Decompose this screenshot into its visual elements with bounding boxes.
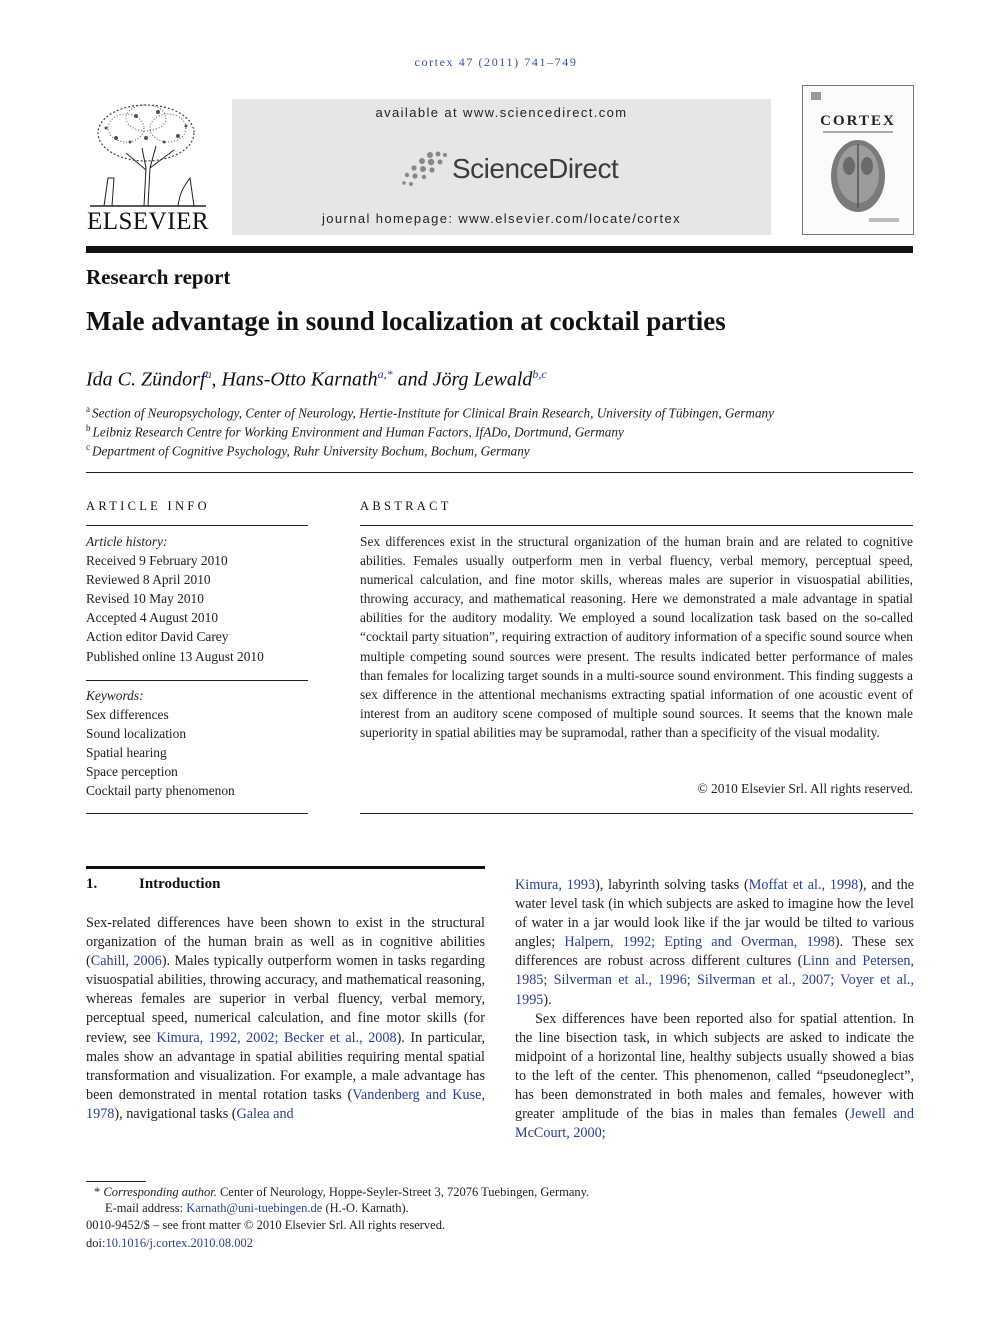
- keywords: [86, 686, 308, 801]
- citation-link[interactable]: Kimura, 1993: [515, 877, 596, 893]
- footnote-rule: [86, 1181, 146, 1182]
- abstract-copyright: © 2010 Elsevier Srl. All rights reserved.: [697, 781, 913, 796]
- sciencedirect-name[interactable]: ScienceDirect: [452, 153, 619, 184]
- affiliation-rule: [86, 472, 913, 473]
- text-run: ), navigational tasks (: [114, 1105, 237, 1122]
- doi-label: doi:: [86, 1236, 106, 1250]
- citation-link[interactable]: Moffat et al., 1998: [748, 877, 859, 893]
- affiliation-text: Section of Neuropsychology, Center of Neurology, Hertie-Institute for Clinical Brain Research, University of Tübingen, Germany: [92, 405, 774, 421]
- footnote-text: Center of Neurology, Hoppe-Seyler-Street 3, 72076 Tuebingen, Germany.: [216, 1185, 590, 1199]
- section-number: 1.: [86, 876, 98, 892]
- journal-homepage[interactable]: journal homepage: www.elsevier.com/locate/cortex: [321, 211, 682, 226]
- affiliation: [86, 442, 530, 459]
- citation-link[interactable]: Kimura, 1992, 2002; Becker et al., 2008: [156, 1029, 397, 1046]
- text-run: ), labyrinth solving tasks (: [595, 877, 749, 893]
- corresponding-author-note: [94, 1185, 589, 1200]
- history-item: Reviewed 8 April 2010: [86, 572, 211, 588]
- text-run: ). In particular, males show an advantage in spatial abilities requiring mental spatial transformation and visualization. For example, a male advantage has been demonstrated in mental rotation tasks (: [86, 1029, 485, 1103]
- email-link[interactable]: Karnath@uni-tuebingen.de: [186, 1201, 323, 1215]
- front-matter: 0010-9452/$ – see front matter © 2010 Elsevier Srl. All rights reserved.: [86, 1218, 446, 1232]
- email-tail: (H.-O. Karnath).: [322, 1201, 409, 1215]
- keyword-item: Space perception: [86, 764, 178, 780]
- journal-cover[interactable]: [802, 85, 914, 235]
- affiliation-text: Department of Cognitive Psychology, Ruhr University Bochum, Bochum, Germany: [92, 443, 530, 459]
- affiliation: [86, 404, 774, 421]
- citation-link[interactable]: Galea and: [236, 1105, 294, 1122]
- email-label: E-mail address:: [105, 1201, 187, 1215]
- text-run: ), and the water level task (in which subjects are asked to imagine how the level of water in a jar would look like if the jar would be tilted to various angles;: [515, 877, 915, 951]
- divider: [86, 813, 308, 814]
- keyword-item: Sex differences: [86, 707, 169, 723]
- text-run: Sex-related differences have been shown to exist in the structural organization of the human brain as well as in cognitive abilities (: [86, 915, 485, 970]
- history-item: Accepted 4 August 2010: [86, 610, 219, 626]
- article-type: Research report: [86, 265, 231, 289]
- paragraph: [515, 1010, 914, 1144]
- divider: [86, 525, 308, 526]
- masthead-rule: [86, 246, 913, 253]
- author-separator: ,: [211, 368, 222, 391]
- keyword-item: Spatial hearing: [86, 745, 167, 761]
- cover-title: CORTEX: [820, 113, 896, 129]
- divider: [360, 813, 913, 814]
- affiliation-key: a: [86, 404, 90, 414]
- section-title: Introduction: [139, 876, 221, 892]
- article-title: Male advantage in sound localization at cocktail parties: [86, 306, 726, 336]
- author-name: Ida C. Zündorf: [86, 368, 206, 391]
- text-run: ). These sex differences are robust across different cultures (: [515, 934, 914, 970]
- author-affil-mark[interactable]: a,*: [377, 367, 393, 381]
- history-item: Revised 10 May 2010: [86, 591, 204, 607]
- author-name: Hans-Otto Karnath: [221, 368, 378, 391]
- running-head: cortex 47 (2011) 741–749: [414, 55, 578, 69]
- keyword-item: Cocktail party phenomenon: [86, 783, 235, 799]
- history-label: Article history:: [86, 534, 168, 549]
- history-item: Published online 13 August 2010: [86, 648, 264, 664]
- email-note: [105, 1201, 409, 1216]
- author-name: Jörg Lewald: [432, 368, 533, 391]
- history-item: Received 9 February 2010: [86, 553, 228, 569]
- affiliation-key: b: [86, 423, 91, 433]
- text-run: ). Males typically outperform women in tasks regarding visuospatial abilities, throwing accuracy, and mathematical reasoning, whereas females are superior in verbal fluency, verbal memory, perceptual speed, numerical calculation, and fine motor skills (for review, see: [86, 953, 485, 1046]
- author-affil-mark[interactable]: a: [205, 367, 212, 381]
- brain-image-icon: [803, 86, 913, 234]
- section-heading: [86, 876, 220, 893]
- article-history: [86, 532, 308, 666]
- citation-link[interactable]: Jewell and McCourt, 2000;: [515, 1106, 914, 1142]
- text-run: Sex differences have been reported also for spatial attention. In the line bisection task, in which subjects are asked to indicate the midpoint of a horizontal line, healthy subjects usually showed a bias to the left of the center. This phenomenon, called “pseudoneglect”, has been demonstrated in both males and females, however with greater amplitude of the bias in males than females (: [515, 1010, 914, 1123]
- citation-link[interactable]: Halpern, 1992; Epting and Overman, 1998: [564, 934, 835, 951]
- footnote-label: Corresponding author.: [103, 1185, 217, 1199]
- body-column-right: [515, 876, 914, 1143]
- history-item: Action editor David Carey: [86, 629, 229, 645]
- doi-line: [86, 1236, 253, 1251]
- citation-link[interactable]: Cahill, 2006: [90, 953, 162, 970]
- article-info-heading: ARTICLE INFO: [86, 499, 210, 513]
- author-list: [86, 367, 547, 392]
- citation-link[interactable]: Linn and Petersen, 1985; Silverman et al., 1996; Silverman et al., 2007; Voyer et al., 1995: [515, 953, 915, 1008]
- author-separator: and: [392, 368, 433, 391]
- doi-link[interactable]: 10.1016/j.cortex.2010.08.002: [105, 1236, 254, 1250]
- sciencedirect-banner: [232, 99, 771, 235]
- divider: [360, 525, 913, 526]
- divider: [86, 680, 308, 681]
- affiliation-text: Leibniz Research Centre for Working Environment and Human Factors, IfADo, Dortmund, Germany: [92, 424, 624, 440]
- body-column-left: [86, 914, 485, 1124]
- publisher-name: ELSEVIER: [86, 208, 210, 235]
- tree-icon: [86, 98, 210, 208]
- citation-link[interactable]: Vandenberg and Kuse, 1978: [86, 1086, 485, 1122]
- abstract-body: Sex differences exist in the structural organization of the human brain and are related to cognitive abilities. Females usually outperform men in verbal fluency, verbal memory, perceptual speed, numerical calculation, and fine motor skills, whereas males are superior in visuospatial abilities, throwing accuracy, and mathematical reasoning. Here we demonstrated a male advantage in spatial abilities for the auditory modality. We employed a sound localization task based on the so-called “cocktail party situation”, requiring extraction of auditory information of a specific sound source when multiple competing sound sources were present. The results indicated better performance of males than females for localizing target sounds in a multi-source sound environment. This finding suggests a sex difference in the attentional mechanisms extracting spatial information of one acoustic event of interest from an auditory scene composed of multiple sound sources. It seems that the known male superiority in spatial abilities may be supramodal, rather than a specificity of the visual modality.: [360, 534, 913, 740]
- author-affil-mark[interactable]: b,c: [532, 367, 547, 381]
- keyword-item: Sound localization: [86, 726, 187, 742]
- available-at-text[interactable]: available at www.sciencedirect.com: [375, 105, 628, 120]
- abstract-heading: ABSTRACT: [360, 499, 452, 513]
- sciencedirect-dots-icon: [400, 149, 448, 189]
- affiliation: [86, 423, 624, 440]
- keywords-label: Keywords:: [86, 688, 144, 703]
- footnote-mark: *: [94, 1185, 101, 1199]
- text-run: ).: [543, 991, 552, 1008]
- affiliation-key: c: [86, 442, 90, 452]
- section-rule: [86, 866, 485, 869]
- paragraph: [515, 876, 914, 1010]
- paragraph: [86, 914, 485, 1124]
